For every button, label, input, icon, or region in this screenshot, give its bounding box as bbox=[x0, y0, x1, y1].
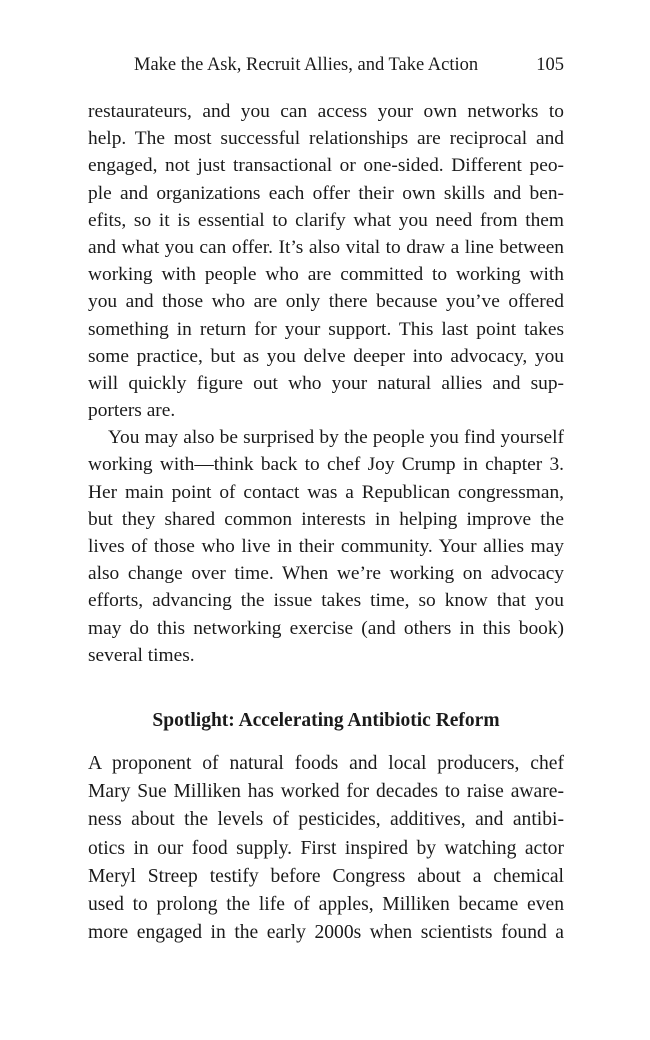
text-line: engaged, not just transactional or one-sided. Different peo- bbox=[88, 155, 564, 177]
text-line: more engaged in the early 2000s when scientists found a bbox=[88, 922, 564, 944]
body-text bbox=[88, 98, 564, 669]
text-line: restaurateurs, and you can access your own networks to bbox=[88, 101, 564, 122]
text-line: working with people who are committed to working with bbox=[88, 264, 564, 286]
text-line: several times. bbox=[88, 644, 195, 666]
text-line: and what you can offer. It’s also vital to draw a line between bbox=[88, 236, 564, 258]
running-title: Make the Ask, Recruit Allies, and Take Action bbox=[134, 55, 479, 75]
text-line: Mary Sue Milliken has worked for decades to raise aware- bbox=[88, 781, 564, 803]
text-line: otics in our food supply. First inspired by watching actor bbox=[88, 837, 564, 859]
text-line: something in return for your support. This last point takes bbox=[88, 318, 564, 340]
text-line: You may also be surprised by the people you find yourself bbox=[108, 427, 564, 449]
spotlight-heading: Spotlight: Accelerating Antibiotic Reform bbox=[152, 710, 500, 731]
text-line: efits, so it is essential to clarify what you need from them bbox=[88, 209, 564, 231]
text-line: some practice, but as you delve deeper into advocacy, you bbox=[88, 345, 564, 367]
text-line: ple and organizations each offer their own skills and ben- bbox=[88, 182, 564, 204]
text-line: lives of those who live in their community. Your allies may bbox=[88, 536, 564, 557]
text-line: working with—think back to chef Joy Crump in chapter 3. bbox=[88, 454, 564, 476]
paragraph-1 bbox=[88, 98, 564, 424]
text-line: Meryl Streep testify before Congress about a chemical bbox=[88, 865, 564, 887]
running-head bbox=[88, 52, 564, 78]
paragraph-2 bbox=[88, 424, 564, 669]
text-line: efforts, advancing the issue takes time, so know that you bbox=[88, 590, 564, 612]
spotlight-paragraph bbox=[88, 750, 564, 947]
text-line: but they shared common interests in helping improve the bbox=[88, 508, 564, 530]
text-line: you and those who are only there because you’ve offered bbox=[88, 291, 564, 313]
text-line: porters are. bbox=[88, 400, 176, 422]
text-line: used to prolong the life of apples, Milliken became even bbox=[88, 893, 564, 915]
text-line: will quickly figure out who your natural allies and sup- bbox=[88, 372, 564, 394]
text-line: may do this networking exercise (and others in this book) bbox=[88, 617, 564, 639]
text-line: Her main point of contact was a Republican congressman, bbox=[88, 481, 564, 503]
text-line: ness about the levels of pesticides, additives, and antibi- bbox=[88, 809, 564, 831]
page-number: 105 bbox=[536, 55, 564, 75]
text-line: A proponent of natural foods and local producers, chef bbox=[88, 753, 564, 774]
text-line: help. The most successful relationships are reciprocal and bbox=[88, 128, 564, 150]
text-line: also change over time. When we’re working on advocacy bbox=[88, 563, 564, 585]
